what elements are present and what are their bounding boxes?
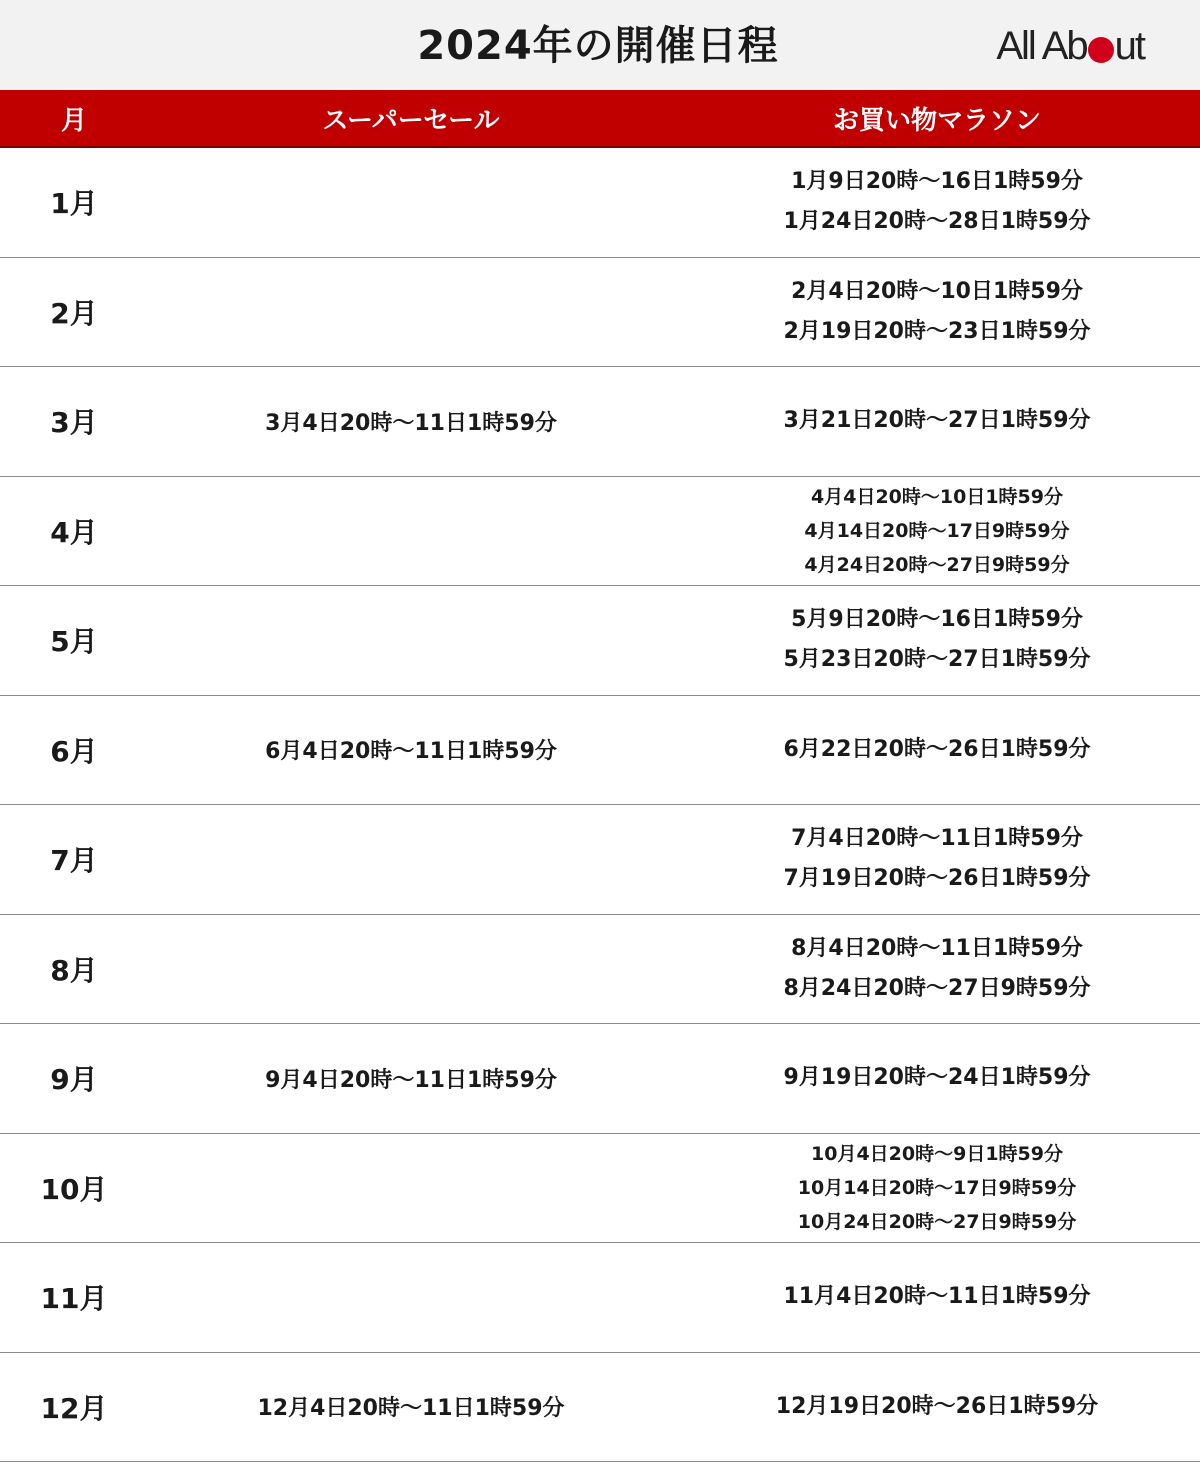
super-sale-cell xyxy=(148,805,674,914)
marathon-cell xyxy=(674,805,1200,914)
marathon-period: 4月24日20時〜27日9時59分 xyxy=(804,553,1070,576)
table-row xyxy=(0,477,1200,587)
marathon-period: 5月9日20時〜16日1時59分 xyxy=(791,607,1083,633)
marathon-period: 7月4日20時〜11日1時59分 xyxy=(791,826,1083,852)
title-bar xyxy=(0,0,1200,90)
marathon-cell xyxy=(674,1134,1200,1243)
marathon-period: 8月4日20時〜11日1時59分 xyxy=(791,935,1083,961)
marathon-period: 10月4日20時〜9日1時59分 xyxy=(811,1142,1063,1165)
super-sale-cell xyxy=(148,148,674,257)
marathon-cell xyxy=(674,586,1200,695)
header-super-sale: スーパーセール xyxy=(322,105,500,136)
marathon-cell xyxy=(674,148,1200,257)
allabout-logo xyxy=(996,24,1144,69)
super-sale-cell xyxy=(148,1134,674,1243)
table-row xyxy=(0,1024,1200,1134)
month-cell: 10月 xyxy=(40,1172,108,1206)
table-row xyxy=(0,696,1200,806)
table-row xyxy=(0,367,1200,477)
page-title: 2024年の開催日程 xyxy=(417,22,779,69)
marathon-cell xyxy=(674,1024,1200,1133)
marathon-cell xyxy=(674,696,1200,805)
marathon-period: 11月4日20時〜11日1時59分 xyxy=(783,1284,1091,1310)
month-cell: 8月 xyxy=(50,953,98,987)
marathon-period: 4月4日20時〜10日1時59分 xyxy=(811,485,1063,508)
month-cell: 4月 xyxy=(50,515,98,549)
logo-red-dot-icon xyxy=(1088,37,1114,63)
marathon-period: 12月19日20時〜26日1時59分 xyxy=(775,1393,1099,1419)
super-sale-cell: 9月4日20時〜11日1時59分 xyxy=(265,1067,557,1093)
logo-text-start: All Ab xyxy=(996,24,1087,68)
month-cell: 1月 xyxy=(50,187,98,221)
table-header xyxy=(0,90,1200,148)
super-sale-cell xyxy=(148,915,674,1024)
table-row xyxy=(0,805,1200,915)
month-cell: 5月 xyxy=(50,625,98,659)
marathon-period: 5月23日20時〜27日1時59分 xyxy=(783,647,1091,673)
marathon-period: 2月4日20時〜10日1時59分 xyxy=(791,278,1083,304)
month-cell: 2月 xyxy=(50,296,98,330)
month-cell: 6月 xyxy=(50,734,98,768)
month-cell: 7月 xyxy=(50,844,98,878)
super-sale-cell xyxy=(148,586,674,695)
table-row xyxy=(0,1243,1200,1353)
marathon-cell xyxy=(674,1353,1200,1462)
month-cell: 3月 xyxy=(50,406,98,440)
schedule-table-body xyxy=(0,148,1200,1462)
marathon-period: 4月14日20時〜17日9時59分 xyxy=(804,519,1070,542)
month-cell: 9月 xyxy=(50,1063,98,1097)
month-cell: 12月 xyxy=(40,1391,108,1425)
marathon-period: 1月9日20時〜16日1時59分 xyxy=(791,169,1083,195)
super-sale-cell xyxy=(148,258,674,367)
marathon-period: 2月19日20時〜23日1時59分 xyxy=(783,318,1091,344)
super-sale-cell: 12月4日20時〜11日1時59分 xyxy=(257,1396,565,1422)
super-sale-cell: 6月4日20時〜11日1時59分 xyxy=(265,739,557,765)
month-cell: 11月 xyxy=(40,1282,108,1316)
marathon-period: 7月19日20時〜26日1時59分 xyxy=(783,866,1091,892)
super-sale-cell xyxy=(148,1243,674,1352)
table-row xyxy=(0,1353,1200,1462)
logo-text-end: ut xyxy=(1114,24,1144,68)
header-marathon: お買い物マラソン xyxy=(832,105,1041,136)
marathon-period: 3月21日20時〜27日1時59分 xyxy=(783,408,1091,434)
table-row xyxy=(0,258,1200,368)
table-row xyxy=(0,586,1200,696)
marathon-cell xyxy=(674,1243,1200,1352)
marathon-cell xyxy=(674,258,1200,367)
super-sale-cell: 3月4日20時〜11日1時59分 xyxy=(265,410,557,436)
marathon-period: 9月19日20時〜24日1時59分 xyxy=(783,1065,1091,1091)
marathon-cell xyxy=(674,367,1200,476)
marathon-period: 10月24日20時〜27日9時59分 xyxy=(797,1210,1077,1233)
header-month: 月 xyxy=(60,105,87,136)
table-row xyxy=(0,148,1200,258)
table-row xyxy=(0,915,1200,1025)
table-row xyxy=(0,1134,1200,1244)
marathon-period: 8月24日20時〜27日9時59分 xyxy=(783,975,1091,1001)
marathon-period: 1月24日20時〜28日1時59分 xyxy=(783,209,1091,235)
marathon-period: 6月22日20時〜26日1時59分 xyxy=(783,736,1091,762)
super-sale-cell xyxy=(148,477,674,586)
marathon-cell xyxy=(674,477,1200,586)
marathon-cell xyxy=(674,915,1200,1024)
marathon-period: 10月14日20時〜17日9時59分 xyxy=(797,1176,1077,1199)
